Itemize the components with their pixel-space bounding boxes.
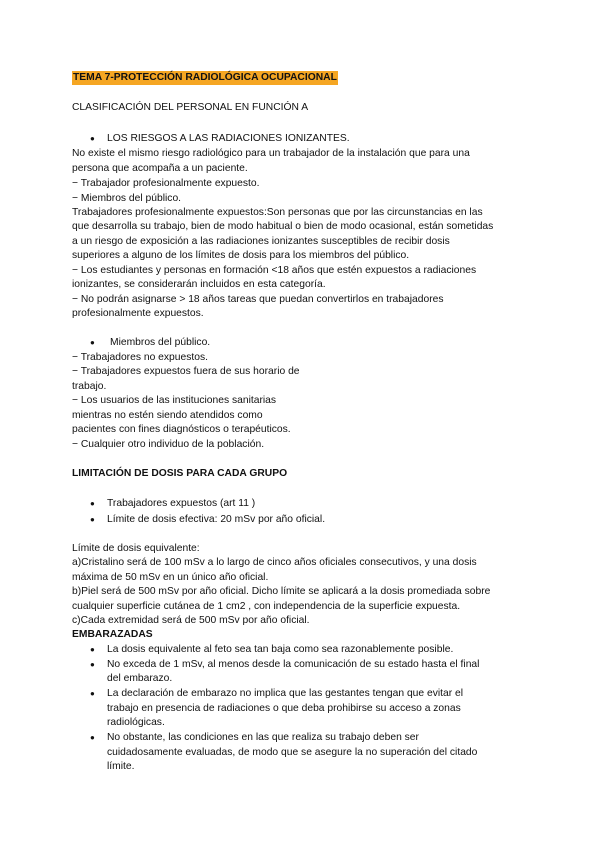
section-heading: LIMITACIÓN DE DOSIS PARA CADA GRUPO xyxy=(72,468,288,479)
paragraph-line: − Los usuarios de las instituciones sanitarias xyxy=(72,395,277,406)
paragraph-line: persona que acompaña a un paciente. xyxy=(72,163,248,174)
paragraph-line: cualquier superficie cutánea de 1 cm2 , con independencia de la superficie expuesta. xyxy=(72,601,461,612)
paragraph-line: − Cualquier otro individuo de la población. xyxy=(72,439,265,450)
paragraph-line: ionizantes, se considerarán incluidos en esta categoría. xyxy=(72,279,326,290)
bullet-item: La dosis equivalente al feto sea tan baja como sea razonablemente posible. xyxy=(107,644,454,655)
paragraph-line: − Trabajadores no expuestos. xyxy=(72,352,208,363)
paragraph-line: − Trabajadores expuestos fuera de sus horario de xyxy=(72,366,300,377)
paragraph-line: a un riesgo de exposición a las radiaciones ionizantes susceptibles de recibir dosis xyxy=(72,236,450,247)
bullet-dot: ● xyxy=(90,134,95,143)
bullet-item: Trabajadores expuestos (art 11 ) xyxy=(107,498,256,509)
paragraph-line: − No podrán asignarse > 18 años tareas que puedan convertirlos en trabajadores xyxy=(72,294,444,305)
bullet-item: No obstante, las condiciones en las que realiza su trabajo deben ser xyxy=(107,732,419,743)
bullet-dot: ● xyxy=(90,660,95,669)
bullet-item: Límite de dosis efectiva: 20 mSv por año oficial. xyxy=(107,514,326,525)
bullet-item-continuation: radiológicas. xyxy=(107,717,165,728)
paragraph-line: c)Cada extremidad será de 500 mSv por año oficial. xyxy=(72,615,310,626)
section-heading: EMBARAZADAS xyxy=(72,629,153,640)
bullet-item: La declaración de embarazo no implica que las gestantes tengan que evitar el xyxy=(107,688,464,699)
paragraph-line: No existe el mismo riesgo radiológico para un trabajador de la instalación que para una xyxy=(72,148,470,159)
bullet-item: Miembros del público. xyxy=(110,337,211,348)
bullet-item-continuation: del embarazo. xyxy=(107,673,173,684)
paragraph-line: superiores a alguno de los límites de dosis para los miembros del público. xyxy=(72,250,410,261)
paragraph-line: pacientes con fines diagnósticos o terapéuticos. xyxy=(72,424,291,435)
bullet-dot: ● xyxy=(90,515,95,524)
paragraph-line: a)Cristalino será de 100 mSv a lo largo de cinco años oficiales consecutivos, y una dosis xyxy=(72,557,477,568)
paragraph-line: que desarrolla su trabajo, bien de modo habitual o bien de modo ocasional, están sometidas xyxy=(72,221,494,232)
paragraph-line: − Los estudiantes y personas en formación <18 años que estén expuestos a radiaciones xyxy=(72,265,477,276)
bullet-dot: ● xyxy=(90,499,95,508)
paragraph-line: Límite de dosis equivalente: xyxy=(72,543,200,554)
paragraph-line: Trabajadores profesionalmente expuestos:Son personas que por las circunstancias en las xyxy=(72,207,483,218)
paragraph-line: − Miembros del público. xyxy=(72,193,182,204)
bullet-dot: ● xyxy=(90,733,95,742)
bullet-item-continuation: límite. xyxy=(107,761,135,772)
bullet-dot: ● xyxy=(90,645,95,654)
paragraph-line: − Trabajador profesionalmente expuesto. xyxy=(72,178,260,189)
bullet-dot: ● xyxy=(90,338,95,347)
bullet-item-continuation: trabajo en presencia de radiaciones o que deba prohibirse su acceso a zonas xyxy=(107,703,461,714)
bullet-item: LOS RIESGOS A LAS RADIACIONES IONIZANTES. xyxy=(107,133,350,144)
bullet-dot: ● xyxy=(90,689,95,698)
paragraph-line: máxima de 50 mSv en un único año oficial. xyxy=(72,572,269,583)
paragraph-line: profesionalmente expuestos. xyxy=(72,308,204,319)
paragraph-line: mientras no estén siendo atendidos como xyxy=(72,410,263,421)
bullet-item: No exceda de 1 mSv, al menos desde la comunicación de su estado hasta el final xyxy=(107,659,480,670)
section-subtitle: CLASIFICACIÓN DEL PERSONAL EN FUNCIÓN A xyxy=(72,102,309,113)
paragraph-line: b)Piel será de 500 mSv por año oficial. Dicho límite se aplicará a la dosis promediada sobre xyxy=(72,586,491,597)
paragraph-line: trabajo. xyxy=(72,381,107,392)
document-title: TEMA 7-PROTECCIÓN RADIOLÓGICA OCUPACIONAL xyxy=(73,72,337,83)
bullet-item-continuation: cuidadosamente evaluadas, de modo que se asegure la no superación del citado xyxy=(107,747,478,758)
